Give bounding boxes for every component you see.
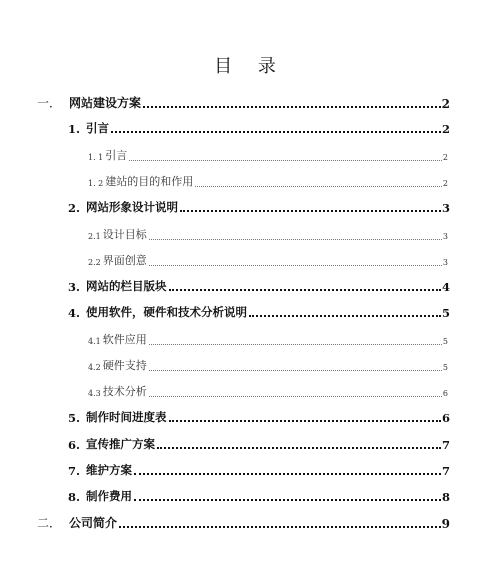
toc-entry-page-number: 3 [442,232,448,241]
toc-entry-page-number: 5 [442,363,448,372]
toc-entry-number: 7. [68,464,81,478]
toc-entry-label: 引言 [105,149,128,162]
toc-leader-dots [249,315,441,317]
toc-entry-label: 软件应用 [102,333,147,346]
toc-entry-number: 3. [68,280,81,294]
toc-leader-dots [169,289,441,291]
toc-entry-page-number: 2 [442,153,448,162]
toc-leader-dots [129,160,442,161]
toc-leader-dots [149,265,442,266]
toc-leader-dots [149,239,442,240]
toc-entry-number: 二． [37,516,62,530]
toc-entry-label: 建站的目的和作用 [105,175,194,188]
toc-entry-number: 1. 1 [88,153,104,162]
toc-entry-label: 界面创意 [102,254,147,267]
toc-leader-dots [149,370,442,371]
toc-leader-dots [134,473,441,475]
toc-entry[interactable] [88,252,448,268]
toc-entry-label: 硬件支持 [102,359,147,372]
toc-entry-number: 4.2 [88,363,101,372]
toc-entry-page-number: 4 [441,280,450,294]
toc-entry[interactable] [68,304,450,320]
toc-entry-label: 设计目标 [102,228,147,241]
toc-title: 目 录 [214,56,286,77]
toc-entry[interactable] [37,94,450,111]
toc-entry-page-number: 6 [441,411,450,425]
toc-entry-label: 制作费用 [86,489,133,503]
toc-entry-label: 宣传推广方案 [86,437,156,451]
toc-entry-number: 4.3 [88,389,101,398]
toc-entry[interactable] [68,120,450,136]
toc-entry-label: 公司简介 [69,516,118,530]
toc-entry-label: 制作时间进度表 [86,410,167,424]
toc-leader-dots [119,526,441,528]
toc-entry[interactable] [88,383,448,399]
toc-leader-dots [157,447,441,449]
toc-entry[interactable] [68,462,450,478]
toc-leader-dots [180,210,441,212]
toc-entry[interactable] [88,357,448,373]
toc-entry-number: 4. [68,306,81,320]
toc-entry-number: 4.1 [88,337,101,346]
toc-entry-page-number: 5 [442,337,448,346]
toc-entry-label: 使用软件，硬件和技术分析说明 [86,305,248,319]
toc-entry-page-number: 3 [442,258,448,267]
toc-entry-number: 1. 2 [88,179,104,188]
toc-entry[interactable] [88,147,448,163]
toc-leader-dots [195,186,442,187]
toc-entry-page-number: 5 [441,306,450,320]
toc-entry-label: 引言 [86,121,110,135]
toc-entry-number: 6. [68,438,81,452]
toc-entry[interactable] [68,409,450,425]
toc-entry-label: 网站的栏目版块 [86,279,167,293]
toc-entry-label: 网站建设方案 [69,96,142,110]
toc-entry-label: 维护方案 [86,463,133,477]
toc-entry-page-number: 8 [441,490,450,504]
toc-entry-number: 2.1 [88,232,101,241]
toc-entry-page-number: 2 [441,122,450,136]
toc-entry-number: 5. [68,411,81,425]
toc-entry-page-number: 6 [442,389,448,398]
toc-leader-dots [169,420,441,422]
toc-entry-number: 2.2 [88,258,101,267]
toc-entry[interactable] [68,488,450,504]
toc-leader-dots [149,344,442,345]
toc-entry[interactable] [68,199,450,215]
toc-leader-dots [149,396,442,397]
toc-entry-page-number: 9 [441,517,450,531]
toc-entry-page-number: 7 [441,464,450,478]
toc-entry-page-number: 2 [442,179,448,188]
toc-entry-page-number: 7 [441,438,450,452]
toc-entry-label: 技术分析 [102,385,147,398]
toc-entry[interactable] [68,436,450,452]
toc-entry[interactable] [88,173,448,189]
toc-leader-dots [143,106,441,108]
toc-entry-page-number: 2 [441,97,450,111]
toc-entry-number: 2. [68,201,81,215]
toc-entry-number: 1. [68,122,81,136]
toc-entry-number: 一． [37,96,62,110]
toc-entry-label: 网站形象设计说明 [86,200,179,214]
toc-entry-page-number: 3 [441,201,450,215]
toc-leader-dots [134,499,441,501]
toc-entry-number: 8. [68,490,81,504]
toc-entry[interactable] [88,331,448,347]
toc-entry[interactable] [88,226,448,242]
toc-leader-dots [111,131,441,133]
toc-entry[interactable] [68,278,450,294]
toc-entry[interactable] [37,514,450,531]
